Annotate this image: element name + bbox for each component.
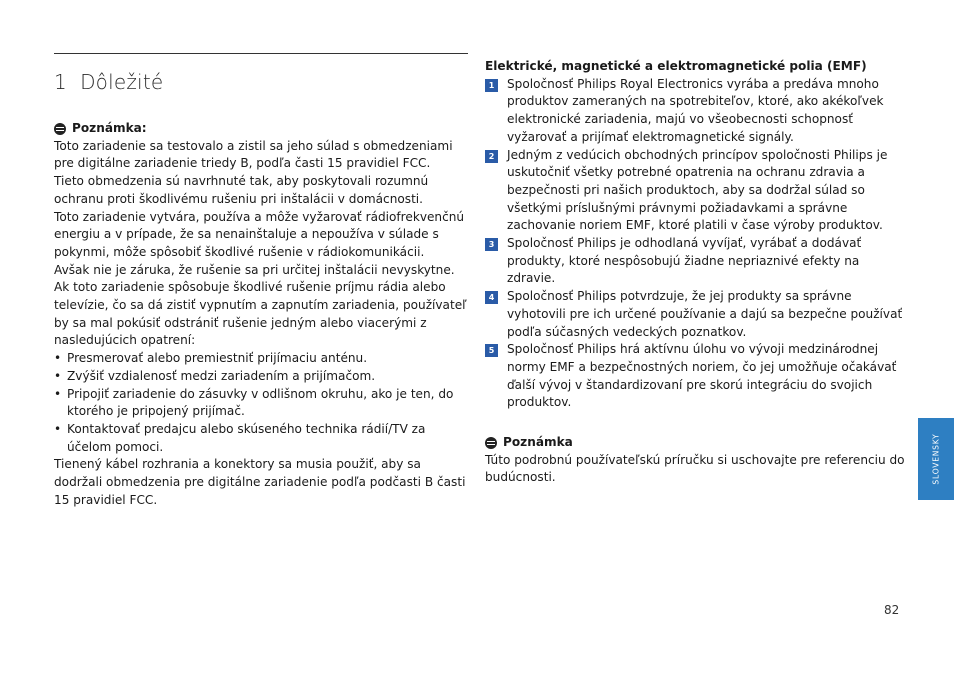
closing-paragraph: Tienený kábel rozhrania a konektory sa musia použiť, aby sa dodržali obmedzenia pre digitálne zariadenie podľa podčasti B časti 15 pravidiel FCC. bbox=[54, 457, 466, 507]
note-text: Túto podrobnú používateľskú príručku si uschovajte pre referenciu do budúcnosti. bbox=[485, 452, 905, 485]
section-number: 1 bbox=[54, 70, 67, 94]
step-text: Spoločnosť Philips hrá aktívnu úlohu vo vývoji medzinárodnej normy EMF a bezpečnostných noriem, čo jej umožňuje očakávať ďalší vývoj v štandardizovaní pre skorú integráciu do svojich produktov. bbox=[507, 342, 897, 410]
step-text: Spoločnosť Philips potvrdzuje, že jej produkty sa správne vyhotovili pre ich určené používanie a dajú sa bezpečne používať podľa súčasných vedeckých poznatkov. bbox=[507, 289, 903, 339]
paragraph: Toto zariadenie sa testovalo a zistil sa jeho súlad s obmedzeniami pre digitálne zariadenie triedy B, podľa časti 15 pravidiel FCC. bbox=[54, 138, 453, 171]
step-number-badge: 3 bbox=[485, 238, 498, 251]
step-text: Spoločnosť Philips je odhodlaná vyvíjať, vyrábať a dodávať produkty, ktoré nespôsobujú žiadne nepriaznivé efekty na zdravie. bbox=[507, 236, 862, 286]
paragraph: Toto zariadenie vytvára, používa a môže vyžarovať rádiofrekvenčnú energiu a v prípade, že sa nenainštaluje a nepoužíva v súlade s pokynmi, môže spôsobiť škodlivé rušenie v rádiokomunikácii. bbox=[54, 209, 465, 259]
step-number-badge: 2 bbox=[485, 150, 498, 163]
step-number-badge: 5 bbox=[485, 344, 498, 357]
section-title bbox=[54, 68, 468, 96]
right-column bbox=[485, 58, 905, 487]
language-side-tab bbox=[918, 418, 954, 500]
top-rule bbox=[54, 53, 468, 54]
note-icon bbox=[54, 123, 66, 135]
step-item bbox=[485, 76, 905, 147]
list-item: • Presmerovať alebo premiestniť prijímaciu anténu. bbox=[54, 350, 468, 368]
step-number-badge: 1 bbox=[485, 79, 498, 92]
paragraph: Tieto obmedzenia sú navrhnuté tak, aby poskytovali rozumnú ochranu proti škodlivému rušeniu pri inštalácii v domácnosti. bbox=[54, 174, 429, 206]
emf-steps bbox=[485, 76, 905, 412]
step-number-badge: 4 bbox=[485, 291, 498, 304]
step-item bbox=[485, 341, 905, 412]
note-heading bbox=[485, 434, 905, 452]
note-title: Poznámka bbox=[503, 435, 573, 450]
step-text: Spoločnosť Philips Royal Electronics vyrába a predáva mnoho produktov zameraných na spotrebiteľov, ktoré, ako akékoľvek elektronické zariadenia, majú vo všeobecnosti schopnosť vyžarovať a prijímať elektromagnetické signály. bbox=[507, 76, 884, 144]
section-title-text: Dôležité bbox=[80, 70, 164, 94]
step-text: Jedným z vedúcich obchodných princípov spoločnosti Philips je uskutočniť všetky potrebné opatrenia na ochranu zdravia a bezpečnosti pri našich produktoch, aby sa dodržal súlad so všetkými príslušnými právnymi požiadavkami a správne zachovanie noriem EMF, ktoré platili v čase výroby produktov. bbox=[507, 147, 888, 233]
note-heading bbox=[54, 120, 468, 138]
note-icon bbox=[485, 437, 497, 449]
measures-list bbox=[54, 350, 468, 456]
language-label: SLOVENSKY bbox=[931, 433, 941, 485]
step-item bbox=[485, 235, 905, 288]
list-item: • Kontaktovať predajcu alebo skúseného technika rádií/TV za účelom pomoci. bbox=[54, 421, 468, 456]
note-title: Poznámka: bbox=[72, 121, 147, 135]
step-item bbox=[485, 288, 905, 341]
paragraph: Ak toto zariadenie spôsobuje škodlivé rušenie príjmu rádia alebo televízie, čo sa dá zistiť vypnutím a zapnutím zariadenia, používateľ by sa mal pokúsiť odstrániť rušenie jedným alebo viacerými z nasledujúcich opatrení: bbox=[54, 280, 467, 348]
page-number: 82 bbox=[884, 603, 900, 617]
list-item: • Pripojiť zariadenie do zásuvky v odlišnom okruhu, ako je ten, do ktorého je pripojený prijímač. bbox=[54, 386, 468, 421]
step-item bbox=[485, 147, 905, 236]
paragraph: Avšak nie je záruka, že rušenie sa pri určitej inštalácii nevyskytne. bbox=[54, 262, 455, 277]
emf-heading: Elektrické, magnetické a elektromagnetické polia (EMF) bbox=[485, 59, 867, 73]
list-item: • Zvýšiť vzdialenosť medzi zariadením a prijímačom. bbox=[54, 368, 468, 386]
left-column bbox=[54, 53, 468, 509]
